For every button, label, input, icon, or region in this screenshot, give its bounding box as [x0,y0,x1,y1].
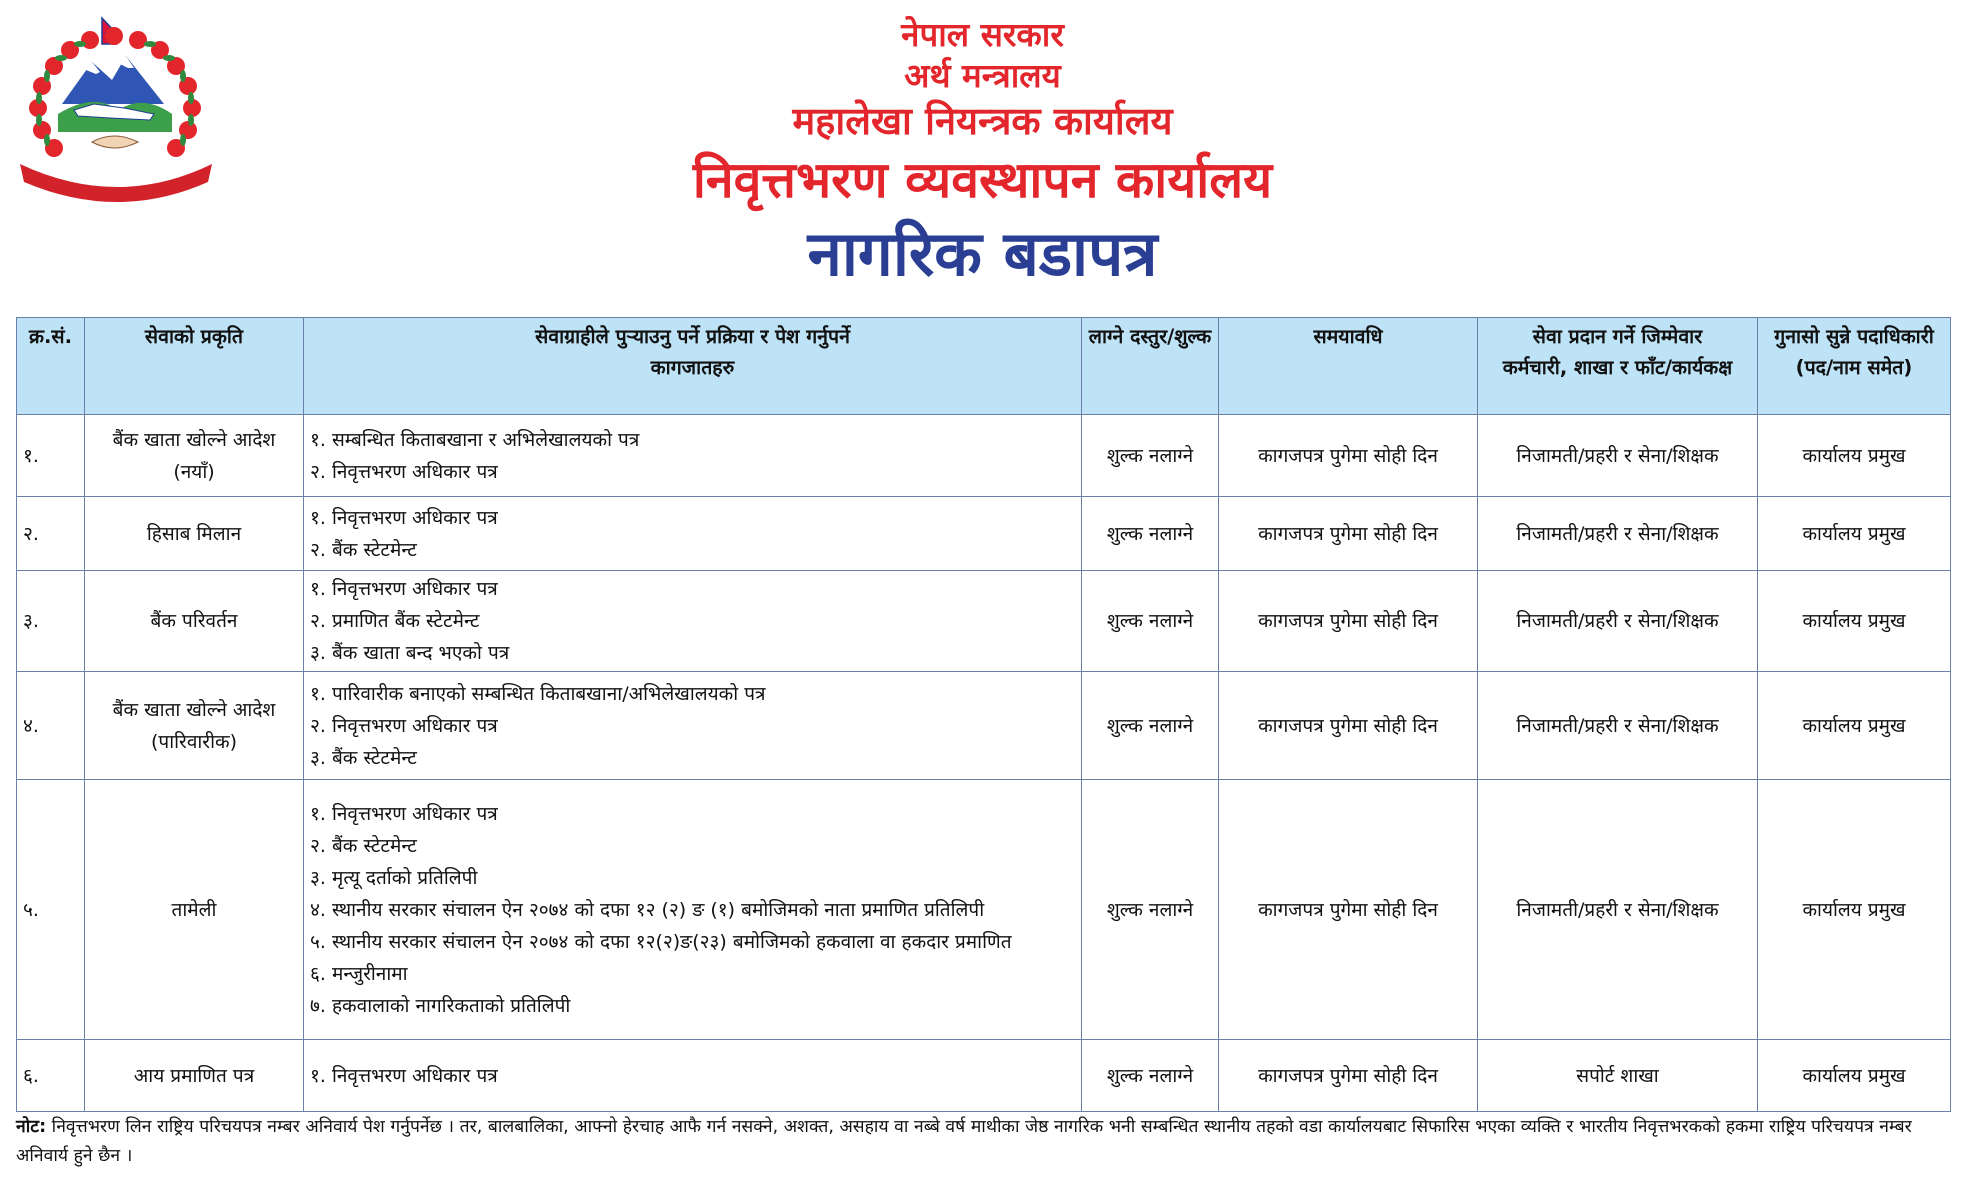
cell-fee: शुल्क नलाग्ने [1082,780,1219,1040]
cell-responsible: निजामती/प्रहरी र सेना/शिक्षक [1478,571,1758,672]
doc-item: ३. बैंक स्टेटमेन्ट [310,746,417,769]
government-name: नेपाल सरकार [901,15,1064,54]
cell-responsible: निजामती/प्रहरी र सेना/शिक्षक [1478,672,1758,780]
table-row [17,415,1951,497]
header-sn: क्र.सं. [17,318,85,415]
cell-fee: शुल्क नलाग्ने [1082,571,1219,672]
cell-docs [304,780,1082,1040]
doc-item: ३. बैंक खाता बन्द भएको पत्र [310,642,510,664]
doc-item: ७. हकवालाको नागरिकताको प्रतिलिपी [310,994,571,1017]
cell-docs [304,672,1082,780]
table-row [17,780,1951,1040]
header-fee: लाग्ने दस्तुर/शुल्क [1082,318,1219,415]
doc-item: १. निवृत्तभरण अधिकार पत्र [310,802,498,825]
department-name: महालेखा नियन्त्रक कार्यालय [792,99,1173,143]
cell-grievance: कार्यालय प्रमुख [1758,415,1951,497]
cell-sn: २. [17,497,85,571]
cell-grievance: कार्यालय प्रमुख [1758,497,1951,571]
doc-item: २. निवृत्तभरण अधिकार पत्र [310,714,498,737]
cell-nature: बैंक खाता खोल्ने आदेश (पारिवारीक) [85,672,304,780]
cell-grievance: कार्यालय प्रमुख [1758,571,1951,672]
page-title: नागरिक बडापत्र [807,217,1158,290]
cell-nature: बैंक खाता खोल्ने आदेश (नयाँ) [85,415,304,497]
cell-fee: शुल्क नलाग्ने [1082,497,1219,571]
table-row [17,672,1951,780]
cell-responsible: सपोर्ट शाखा [1478,1040,1758,1112]
cell-sn: ४. [17,672,85,780]
cell-sn: १. [17,415,85,497]
cell-responsible: निजामती/प्रहरी र सेना/शिक्षक [1478,780,1758,1040]
cell-time: कागजपत्र पुगेमा सोही दिन [1219,497,1478,571]
table-header-row [17,318,1951,415]
doc-item: १. निवृत्तभरण अधिकार पत्र [310,578,498,600]
cell-time: कागजपत्र पुगेमा सोही दिन [1219,571,1478,672]
cell-sn: ३. [17,571,85,672]
note-label: नोट: [16,1117,47,1137]
cell-time: कागजपत्र पुगेमा सोही दिन [1219,780,1478,1040]
cell-fee: शुल्क नलाग्ने [1082,672,1219,780]
doc-item: १. निवृत्तभरण अधिकार पत्र [310,1064,498,1087]
doc-item: २. प्रमाणित बैंक स्टेटमेन्ट [310,610,480,632]
cell-fee: शुल्क नलाग्ने [1082,1040,1219,1112]
doc-item: १. पारिवारीक बनाएको सम्बन्धित किताबखाना/अभिलेखालयको पत्र [310,682,766,705]
footnote [16,1113,1950,1171]
cell-time: कागजपत्र पुगेमा सोही दिन [1219,672,1478,780]
header-responsible: सेवा प्रदान गर्ने जिम्मेवार कर्मचारी, शाखा र फाँट/कार्यकक्ष [1478,318,1758,415]
cell-docs [304,497,1082,571]
doc-item: २. निवृत्तभरण अधिकार पत्र [310,460,498,483]
cell-grievance: कार्यालय प्रमुख [1758,1040,1951,1112]
cell-docs [304,571,1082,672]
cell-docs [304,415,1082,497]
cell-nature: तामेली [85,780,304,1040]
doc-item: १. सम्बन्धित किताबखाना र अभिलेखालयको पत्र [310,428,640,451]
cell-grievance: कार्यालय प्रमुख [1758,672,1951,780]
ministry-name: अर्थ मन्त्रालय [904,56,1061,95]
doc-item: २. बैंक स्टेटमेन्ट [310,834,417,857]
table-row [17,497,1951,571]
cell-time: कागजपत्र पुगेमा सोही दिन [1219,415,1478,497]
header-docs: सेवाग्राहीले पुऱ्याउनु पर्ने प्रक्रिया र पेश गर्नुपर्ने कागजातहरु [304,318,1082,415]
cell-time: कागजपत्र पुगेमा सोही दिन [1219,1040,1478,1112]
cell-responsible: निजामती/प्रहरी र सेना/शिक्षक [1478,497,1758,571]
cell-nature: हिसाब मिलान [85,497,304,571]
note-text: निवृत्तभरण लिन राष्ट्रिय परिचयपत्र नम्बर अनिवार्य पेश गर्नुपर्नेछ । तर, बालबालिका, आफ्नो हेरचाह आफै गर्न नसक्ने, अशक्त, असहाय वा नब्बे वर्ष माथीका जेष्ठ नागरिक भनी सम्बन्धित स्थानीय तहको वडा कार्यालयबाट सिफारिस भएका व्यक्ति र भारतीय निवृत्तभरकको हकमा राष्ट्रिय परिचयपत्र नम्बर अनिवार्य हुने छैन । [16,1117,1912,1166]
header-time: समयावधि [1219,318,1478,415]
doc-item: ४. स्थानीय सरकार संचालन ऐन २०७४ को दफा १२ (२) ङ (१) बमोजिमको नाता प्रमाणित प्रतिलिपी [310,898,985,921]
citizen-charter-table [16,317,1951,1112]
table-row [17,571,1951,672]
cell-docs [304,1040,1082,1112]
office-name: निवृत्तभरण व्यवस्थापन कार्यालय [692,151,1273,209]
doc-item: ५. स्थानीय सरकार संचालन ऐन २०७४ को दफा १२(२)ङ(२३) बमोजिमको हकवाला वा हकदार प्रमाणित [310,930,1012,953]
cell-sn: ६. [17,1040,85,1112]
cell-grievance: कार्यालय प्रमुख [1758,780,1951,1040]
cell-nature: बैंक परिवर्तन [85,571,304,672]
cell-fee: शुल्क नलाग्ने [1082,415,1219,497]
table-row [17,1040,1951,1112]
doc-item: २. बैंक स्टेटमेन्ट [310,538,417,561]
page-header [0,14,1965,294]
cell-responsible: निजामती/प्रहरी र सेना/शिक्षक [1478,415,1758,497]
doc-item: ३. मृत्यू दर्ताको प्रतिलिपी [310,866,478,889]
header-nature: सेवाको प्रकृति [85,318,304,415]
doc-item: ६. मन्जुरीनामा [310,962,408,985]
header-grievance: गुनासो सुन्ने पदाधिकारी (पद/नाम समेत) [1758,318,1951,415]
cell-nature: आय प्रमाणित पत्र [85,1040,304,1112]
doc-item: १. निवृत्तभरण अधिकार पत्र [310,506,498,529]
cell-sn: ५. [17,780,85,1040]
